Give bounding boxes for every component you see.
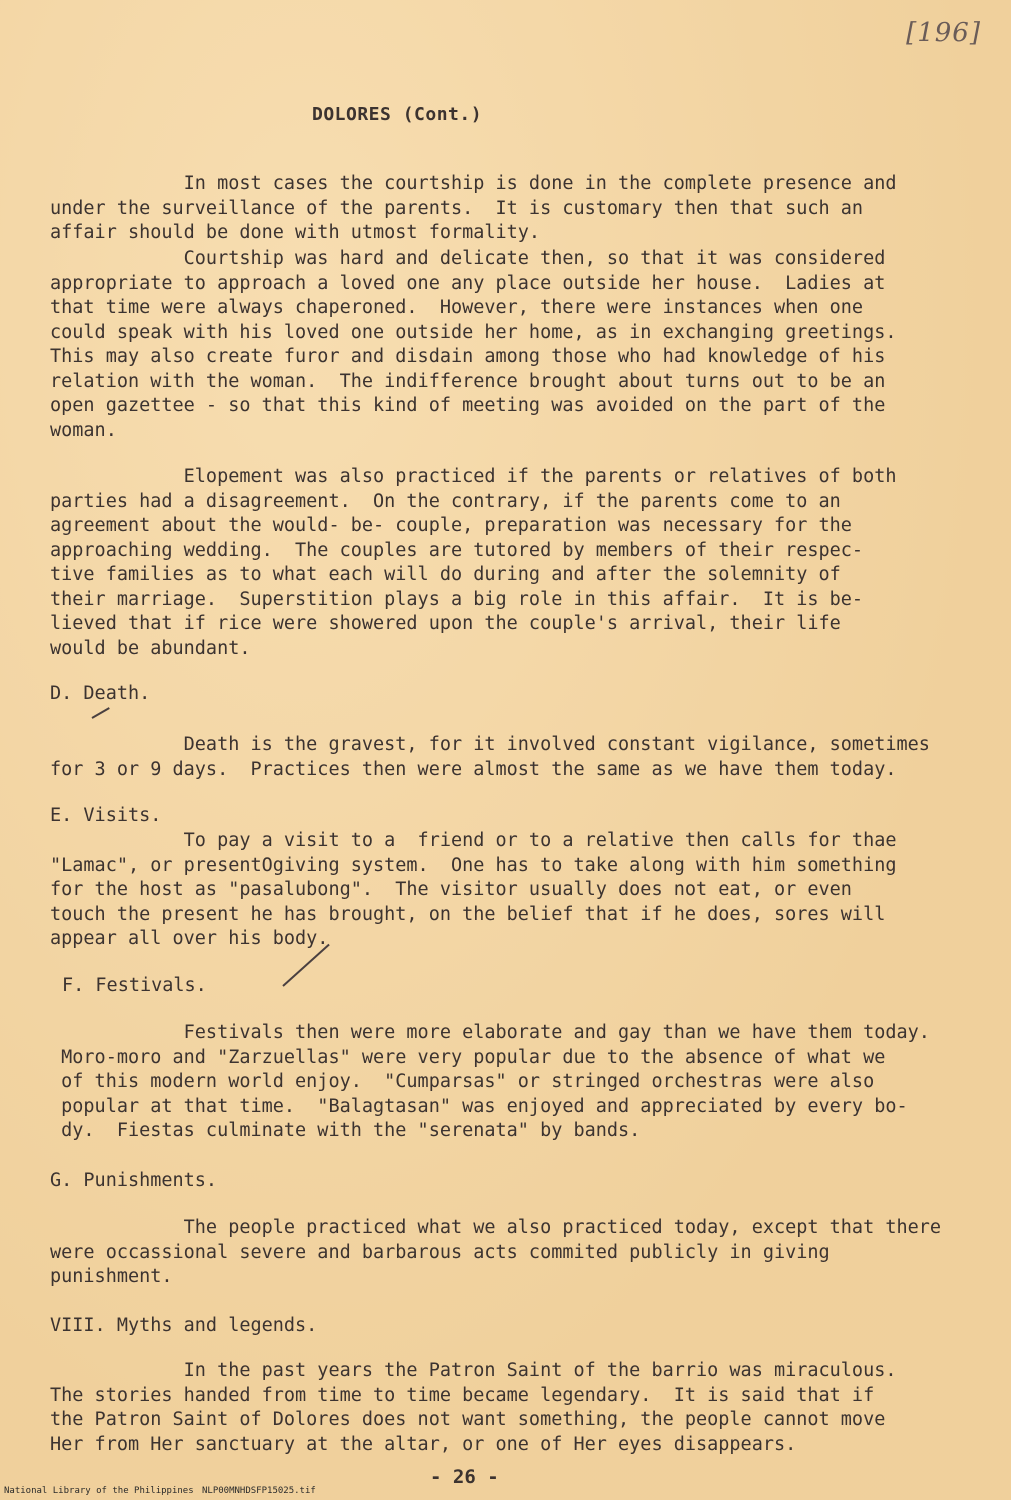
paragraph-festivals: Festivals then were more elaborate and gay than we have them today. Moro-moro and "Zarzuellas" were very popular due to the absence of what we of this modern world enjoy. "Cumparsas" or stringed orchestras were also popular at that time. "Balagtasan" was enjoyed and appreciated by every bo- dy. Fiestas culminate with the "serenata" by bands. — [61, 1022, 930, 1141]
footer-filename: NLP00MNHDSFP15025.tif — [202, 1486, 316, 1496]
heading-festivals: F. Festivals. — [62, 975, 207, 996]
paragraph-courtship-presence: In most cases the courtship is done in the complete presence and under the surveillance of the parents. It is customary then that such an affair should be done with utmost formality. — [50, 173, 897, 243]
paragraph-punishments: The people practiced what we also practiced today, except that there were occassional severe and barbarous acts commited publicly in giving punishment. — [50, 1217, 942, 1287]
pen-check-mark — [92, 707, 110, 719]
heading-myths-legends: VIII. Myths and legends. — [50, 1315, 318, 1336]
paragraph-courtship-delicate: Courtship was hard and delicate then, so that it was considered appropriate to approach a loved one any place outside her house. Ladies at that time were always chaperoned. However, there were instances when one could speak with his loved one outside her home, as in exchanging greetings. This may also create furor and disdain among those who had knowledge of his relation with the woman. The indifference brought about turns out to be an open gazettee - so that this kind of meeting was avoided on the part of the woman. — [50, 248, 897, 441]
paragraph-elopement: Elopement was also practiced if the parents or relatives of both parties had a disagreement. On the contrary, if the parents come to an agreement about the would- be- couple, preparation was necessary for the approaching wedding. The couples are tutored by members of their respec- tive families as to what each will do during and after the solemnity of their marriage. Superstition plays a big role in this affair. It is be- lieved that if rice were showered upon the couple's arrival, their life would be abundant. — [50, 466, 897, 659]
page-title: DOLORES (Cont.) — [312, 104, 483, 125]
heading-visits: E. Visits. — [50, 805, 162, 826]
footer-library: National Library of the Philippines — [4, 1486, 194, 1496]
heading-death: D. Death. — [50, 683, 151, 704]
paragraph-death: Death is the gravest, for it involved constant vigilance, sometimes for 3 or 9 days. Practices then were almost the same as we have them today. — [50, 734, 930, 780]
paragraph-visits: To pay a visit to a friend or to a relative then calls for thae "Lamac", or presentOgiving system. One has to take along with him something for the host as "pasalubong". The visitor usually does not eat, or even touch the present he has brought, on the belief that if he does, sores will appear all over his body. — [50, 830, 897, 949]
paragraph-patron-saint: In the past years the Patron Saint of the barrio was miraculous. The stories handed from time to time became legendary. It is said that if the Patron Saint of Dolores does not want something, the people cannot move Her from Her sanctuary at the altar, or one of Her eyes disappears. — [50, 1360, 897, 1455]
page-number: - 26 - — [430, 1466, 499, 1488]
heading-punishments: G. Punishments. — [50, 1170, 218, 1191]
archive-mark: [196] — [906, 18, 981, 48]
